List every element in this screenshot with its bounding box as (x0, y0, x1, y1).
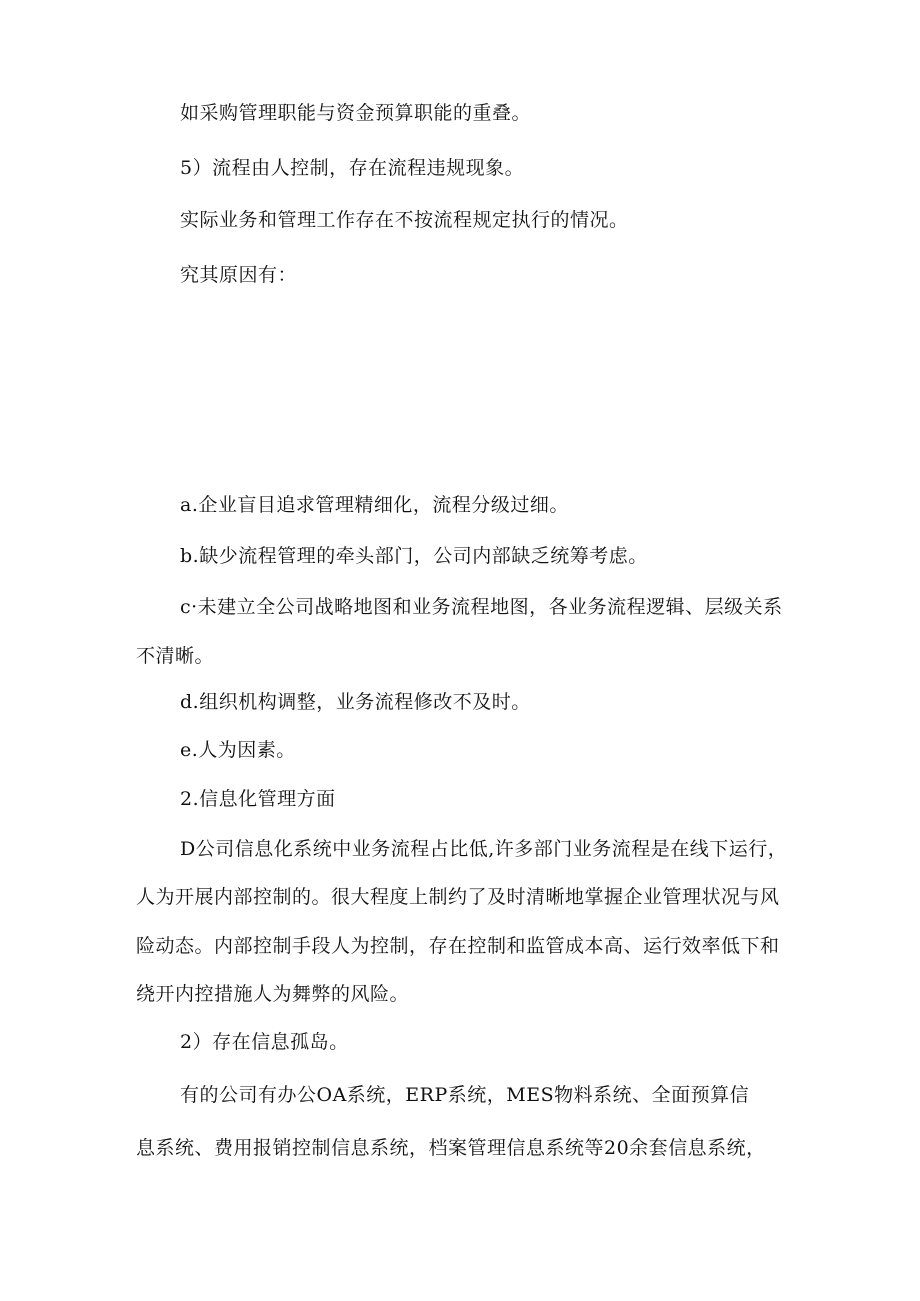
text-line-5: a.企业盲目追求管理精细化，流程分级过细。 (180, 494, 569, 516)
text-line-6: b.缺少流程管理的牵头部门，公司内部缺乏统筹考虑。 (180, 545, 648, 567)
text-line-15: 绕开内控措施人为舞弊的风险。 (136, 983, 410, 1005)
text-line-9: d.组织机构调整，业务流程修改不及时。 (180, 691, 531, 713)
text-line-1: 如采购管理职能与资金预算职能的重叠。 (180, 102, 532, 124)
text-line-17: 有的公司有办公OA系统，ERP系统，MES物料系统、全面预算信 (180, 1084, 750, 1106)
text-line-10: e.人为因素。 (180, 739, 296, 761)
text-line-16: 2）存在信息孤岛。 (180, 1031, 349, 1053)
text-line-8: 不清晰。 (136, 645, 215, 667)
text-line-18: 息系统、费用报销控制信息系统，档案管理信息系统等20余套信息系统， (136, 1137, 766, 1159)
text-line-14: 险动态。内部控制手段人为控制，存在控制和监管成本高、运行效率低下和 (136, 935, 780, 957)
section-heading: 2.信息化管理方面 (180, 788, 336, 810)
text-line-4: 究其原因有： (180, 264, 298, 286)
text-line-7: c·未建立全公司战略地图和业务流程地图，各业务流程逻辑、层级关系 (180, 596, 783, 618)
text-line-13: 人为开展内部控制的。很大程度上制约了及时清晰地掌握企业管理状况与风 (136, 886, 780, 908)
text-line-2: 5）流程由人控制，存在流程违规现象。 (180, 157, 525, 179)
text-line-12: D公司信息化系统中业务流程占比低,许多部门业务流程是在线下运行， (180, 838, 788, 860)
text-line-3: 实际业务和管理工作存在不按流程规定执行的情况。 (180, 209, 629, 231)
